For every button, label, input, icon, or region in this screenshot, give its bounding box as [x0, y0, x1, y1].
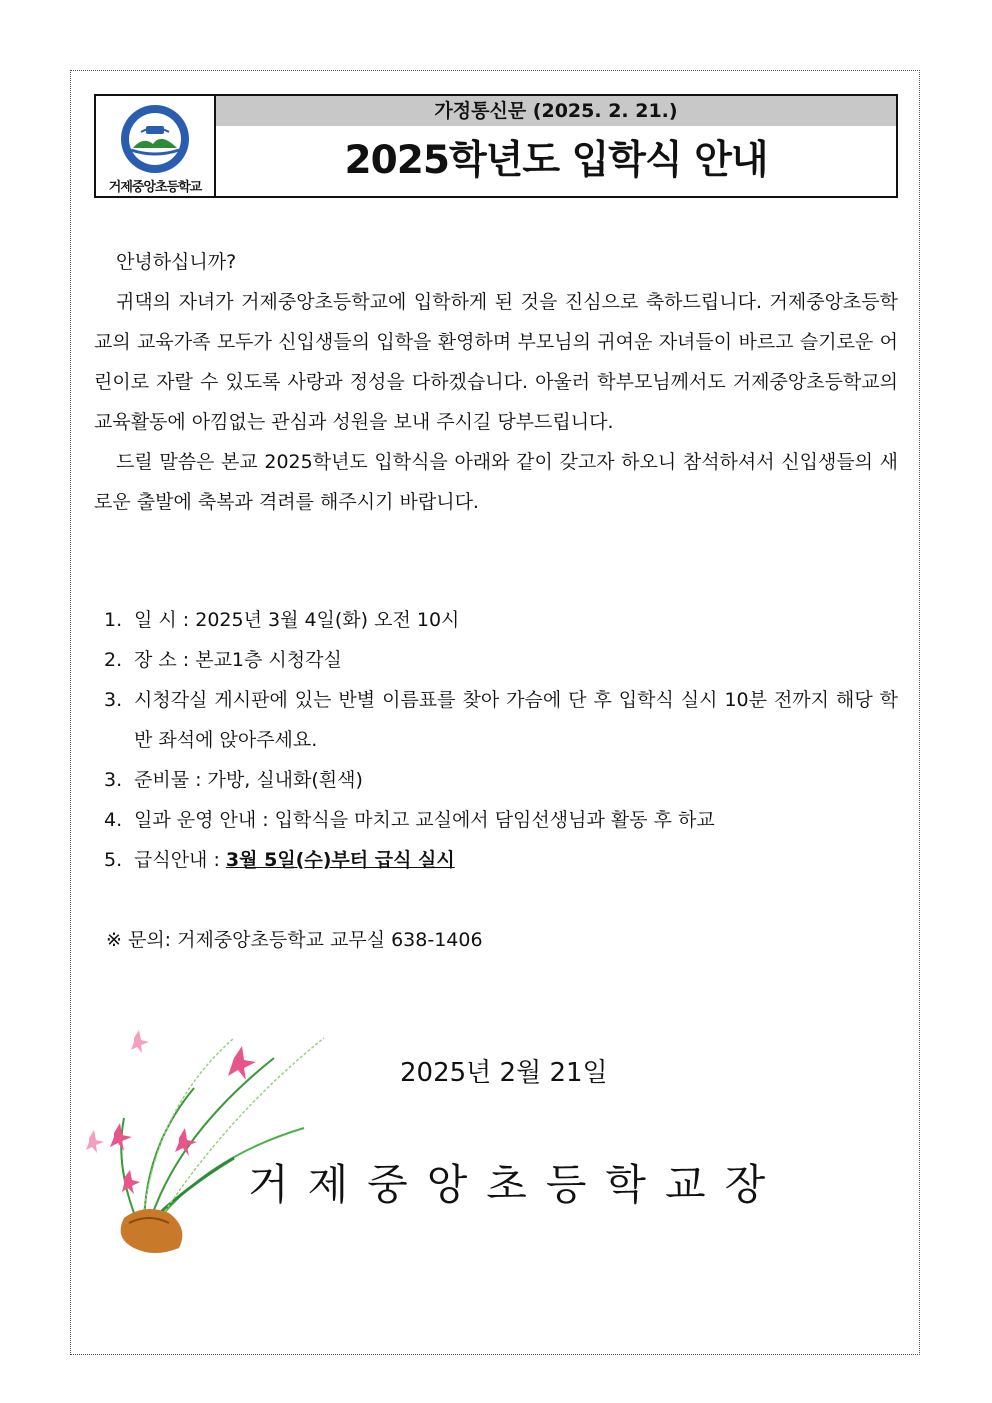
detail-number: 2. [104, 649, 123, 671]
newsletter-header [94, 94, 898, 198]
letter-paragraph: 드릴 말씀은 본교 2025학년도 입학식을 아래와 같이 갖고자 하오니 참석하셔서 신입생들의 새로운 출발에 축복과 격려를 해주시기 바랍니다. [94, 451, 898, 513]
detail-text: 일과 운영 안내 : 입학식을 마치고 교실에서 담임선생님과 활동 후 하교 [134, 809, 715, 831]
detail-number: 4. [104, 809, 123, 831]
detail-item [104, 840, 898, 880]
contact-info: ※ 문의: 거제중앙초등학교 교무실 638-1406 [106, 929, 483, 951]
detail-text: 일 시 : 2025년 3월 4일(화) 오전 10시 [134, 609, 460, 631]
letter-paragraph: 귀댁의 자녀가 거제중앙초등학교에 입학하게 된 것을 진심으로 축하드립니다. 거제중앙초등학교의 교육가족 모두가 신입생들의 입학을 환영하며 부모님의 귀여운 자녀들이 바르고 슬기로운 어린이로 자랄 수 있도록 사랑과 정성을 다하겠습니다. 아울러 학부모님께서도 거제중앙초등학교의 교육활동에 아낌없는 관심과 성원을 보내 주시길 당부드립니다. [94, 291, 898, 433]
detail-text: 준비물 : 가방, 실내화(흰색) [134, 769, 363, 791]
school-logo-cell [96, 96, 216, 196]
detail-item [104, 680, 898, 760]
detail-text: 장 소 : 본교1층 시청각실 [134, 649, 342, 671]
newsletter-label: 가정통신문 (2025. 2. 21.) [216, 96, 896, 126]
detail-number: 5. [104, 849, 123, 871]
school-emblem-icon [113, 102, 197, 176]
detail-number: 3. [104, 689, 123, 711]
detail-item [104, 800, 898, 840]
detail-number: 3. [104, 769, 123, 791]
detail-number: 1. [104, 609, 123, 631]
issue-date: 2025년 2월 21일 [400, 1058, 608, 1088]
meal-start-highlight: 3월 5일(수)부터 급식 실시 [225, 849, 455, 871]
letter-greeting: 안녕하십니까? [116, 251, 237, 273]
title-cell [216, 96, 896, 196]
letter-body [94, 242, 898, 522]
detail-text [134, 840, 898, 880]
detail-text: 시청각실 게시판에 있는 반별 이름표를 찾아 가슴에 단 후 입학식 실시 10분 전까지 해당 학반 좌석에 앉아주세요. [134, 689, 898, 751]
page-title: 2025학년도 입학식 안내 [344, 138, 768, 183]
detail-item [104, 600, 898, 640]
meal-label: 급식안내 : [134, 849, 226, 871]
school-name-label: 거제중앙초등학교 [108, 180, 202, 195]
principal-signature: 거제중앙초등학교장 [248, 1160, 785, 1209]
orchid-illustration [84, 1018, 334, 1268]
ceremony-details [104, 600, 898, 880]
detail-item [104, 760, 898, 800]
detail-item [104, 640, 898, 680]
